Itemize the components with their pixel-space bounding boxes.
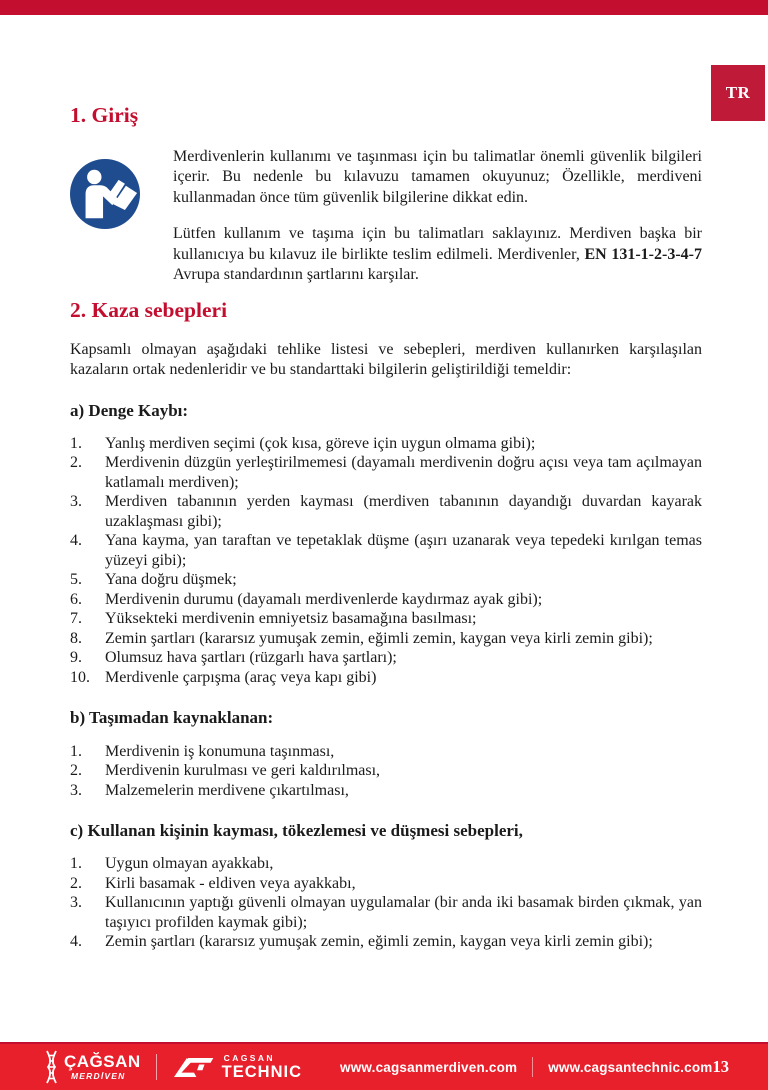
page-number: 13 [712,1057,729,1076]
list-item-number: 2. [70,762,82,780]
brand-name: ÇAĞSAN [64,1052,141,1072]
list-item-number: 8. [70,629,82,647]
list-item [70,570,702,590]
list-item-text: Merdivenin durumu (dayamalı merdivenlerde kaydırmaz ayak gibi); [105,590,543,608]
list-item [70,629,702,649]
paragraph: Merdivenlerin kullanımı ve taşınması için bu talimatlar önemli güvenlik bilgileri içerir. Bu nedenle bu kılavuzu tamamen okuyunuz; Özellikle, merdiveni kullanmadan önce tüm güvenlik bilgilerine dikkat edin. [173,147,702,206]
website-merdiven[interactable]: www.cagsanmerdiven.com [340,1059,518,1075]
list-item-text: Kullanıcının yaptığı güvenli olmayan uygulamalar (bir anda iki basamak birden çıkmak, yan taşıyıcı profilden kaymak gibi); [105,894,702,931]
brand-name: TECHNIC [221,1062,303,1081]
list-item-number: 10. [70,668,90,686]
list-item-text: Kirli basamak - eldiven veya ayakkabı, [105,874,356,892]
list-item-number: 1. [70,855,82,873]
list-item-number: 4. [70,933,82,951]
list-item-text: Merdivenle çarpışma (araç veya kapı gibi) [105,668,377,686]
list-item-number: 2. [70,874,82,892]
list-item-number: 9. [70,649,82,667]
ladder-icon [44,1050,59,1084]
list-item [70,781,702,801]
list-item-text: Merdivenin iş konumuna taşınması, [105,742,335,760]
subsection-c-heading: c) Kullanan kişinin kayması, tökezlemesi ve düşmesi sebepleri, [70,821,523,841]
paragraph-text: Lütfen kullanım ve taşıma için bu talimatları saklayınız. Merdiven başka bir kullanıcıya bu kılavuz ile birlikte teslim edilmeli. Merdivenler, [173,225,702,263]
list-item-number: 2. [70,454,82,472]
cagsan-merdiven-logo [44,1050,141,1084]
paragraph-text: Avrupa standardının şartlarını karşılar. [173,266,419,284]
paragraph [173,224,702,286]
list-item-number: 4. [70,532,82,550]
list-item-number: 7. [70,610,82,628]
list-item-text: Yana kayma, yan taraftan ve tepetaklak düşme (aşırı uzanarak veya tepedeki kırılgan temas yüzeyi gibi); [105,532,702,569]
list-item-text: Uygun olmayan ayakkabı, [105,855,274,873]
subsection-b-list [70,742,702,801]
intro-paragraphs [173,147,702,286]
list-item [70,648,702,668]
list-item-text: Zemin şartları (kararsız yumuşak zemin, eğimli zemin, kaygan veya kirli zemin gibi); [105,629,653,647]
list-item [70,531,702,570]
top-accent-bar [0,0,768,15]
list-item-text: Yanlış merdiven seçimi (çok kısa, göreve için uygun olmama gibi); [105,434,536,452]
list-item [70,668,702,688]
page-footer [0,1042,768,1090]
cagsan-merdiven-wordmark [64,1053,141,1081]
list-item [70,893,702,932]
list-item-text: Merdivenin kurulması ve geri kaldırılması, [105,762,381,780]
list-item-text: Merdiven tabanının yerden kayması (merdiven tabanının dayandığı duvardan kayarak uzaklaşması gibi); [105,493,702,530]
brand-top-text: CAGSAN [223,1053,275,1063]
list-item-text: Olumsuz hava şartları (rüzgarlı hava şartları); [105,649,397,667]
list-item [70,761,702,781]
section-1-title: 1. Giriş [70,103,139,127]
section-2-title: 2. Kaza sebepleri [70,297,228,322]
list-item-text: Yana doğru düşmek; [105,571,237,589]
subsection-c-list [70,854,702,952]
list-item-number: 3. [70,781,82,799]
list-item-number: 3. [70,493,82,511]
list-item-number: 1. [70,742,82,760]
subsection-b-heading: b) Taşımadan kaynaklanan: [70,708,274,728]
subsection-a-list [70,434,702,688]
cagsan-technic-wordmark [222,1054,302,1080]
cagsan-technic-logo [172,1053,302,1082]
footer-divider [532,1057,533,1077]
footer-divider [156,1054,157,1080]
footer-websites [340,1057,712,1077]
list-item-number: 6. [70,590,82,608]
read-manual-icon [70,147,140,286]
list-item-text: Zemin şartları (kararsız yumuşak zemin, eğimli zemin, kaygan veya kirli zemin gibi); [105,933,653,951]
list-item [70,854,702,874]
section-2-intro: Kapsamlı olmayan aşağıdaki tehlike listesi ve sebepleri, merdiven kullanırken karşılaşılan kazaların ortak nedenleridir ve bu standarttaki bilgilerin geliştirildiği temeldir: [70,340,702,378]
website-technic[interactable]: www.cagsantechnic.com [548,1059,713,1075]
list-item [70,453,702,492]
list-item-number: 3. [70,894,82,912]
list-item [70,434,702,454]
technic-logo-icon [172,1053,214,1082]
list-item-text: Merdivenin düzgün yerleştirilmemesi (dayamalı merdivenin doğru açısı veya tam açılmayan katlamalı merdiven); [105,454,702,491]
list-item [70,742,702,762]
list-item [70,932,702,952]
list-item-text: Malzemelerin merdivene çıkartılması, [105,781,349,799]
language-badge: TR [711,65,765,121]
list-item [70,590,702,610]
brand-subtitle: MERDİVEN [71,1071,126,1082]
document-page [0,15,768,952]
standard-reference: EN 131-1-2-3-4-7 [584,245,702,263]
subsection-a-heading: a) Denge Kaybı: [70,400,189,420]
list-item [70,874,702,894]
list-item-number: 5. [70,571,82,589]
list-item-number: 1. [70,434,82,452]
list-item-text: Yüksekteki merdivenin emniyetsiz basamağına basılması; [105,610,477,628]
intro-block [70,147,702,286]
list-item [70,492,702,531]
list-item [70,609,702,629]
